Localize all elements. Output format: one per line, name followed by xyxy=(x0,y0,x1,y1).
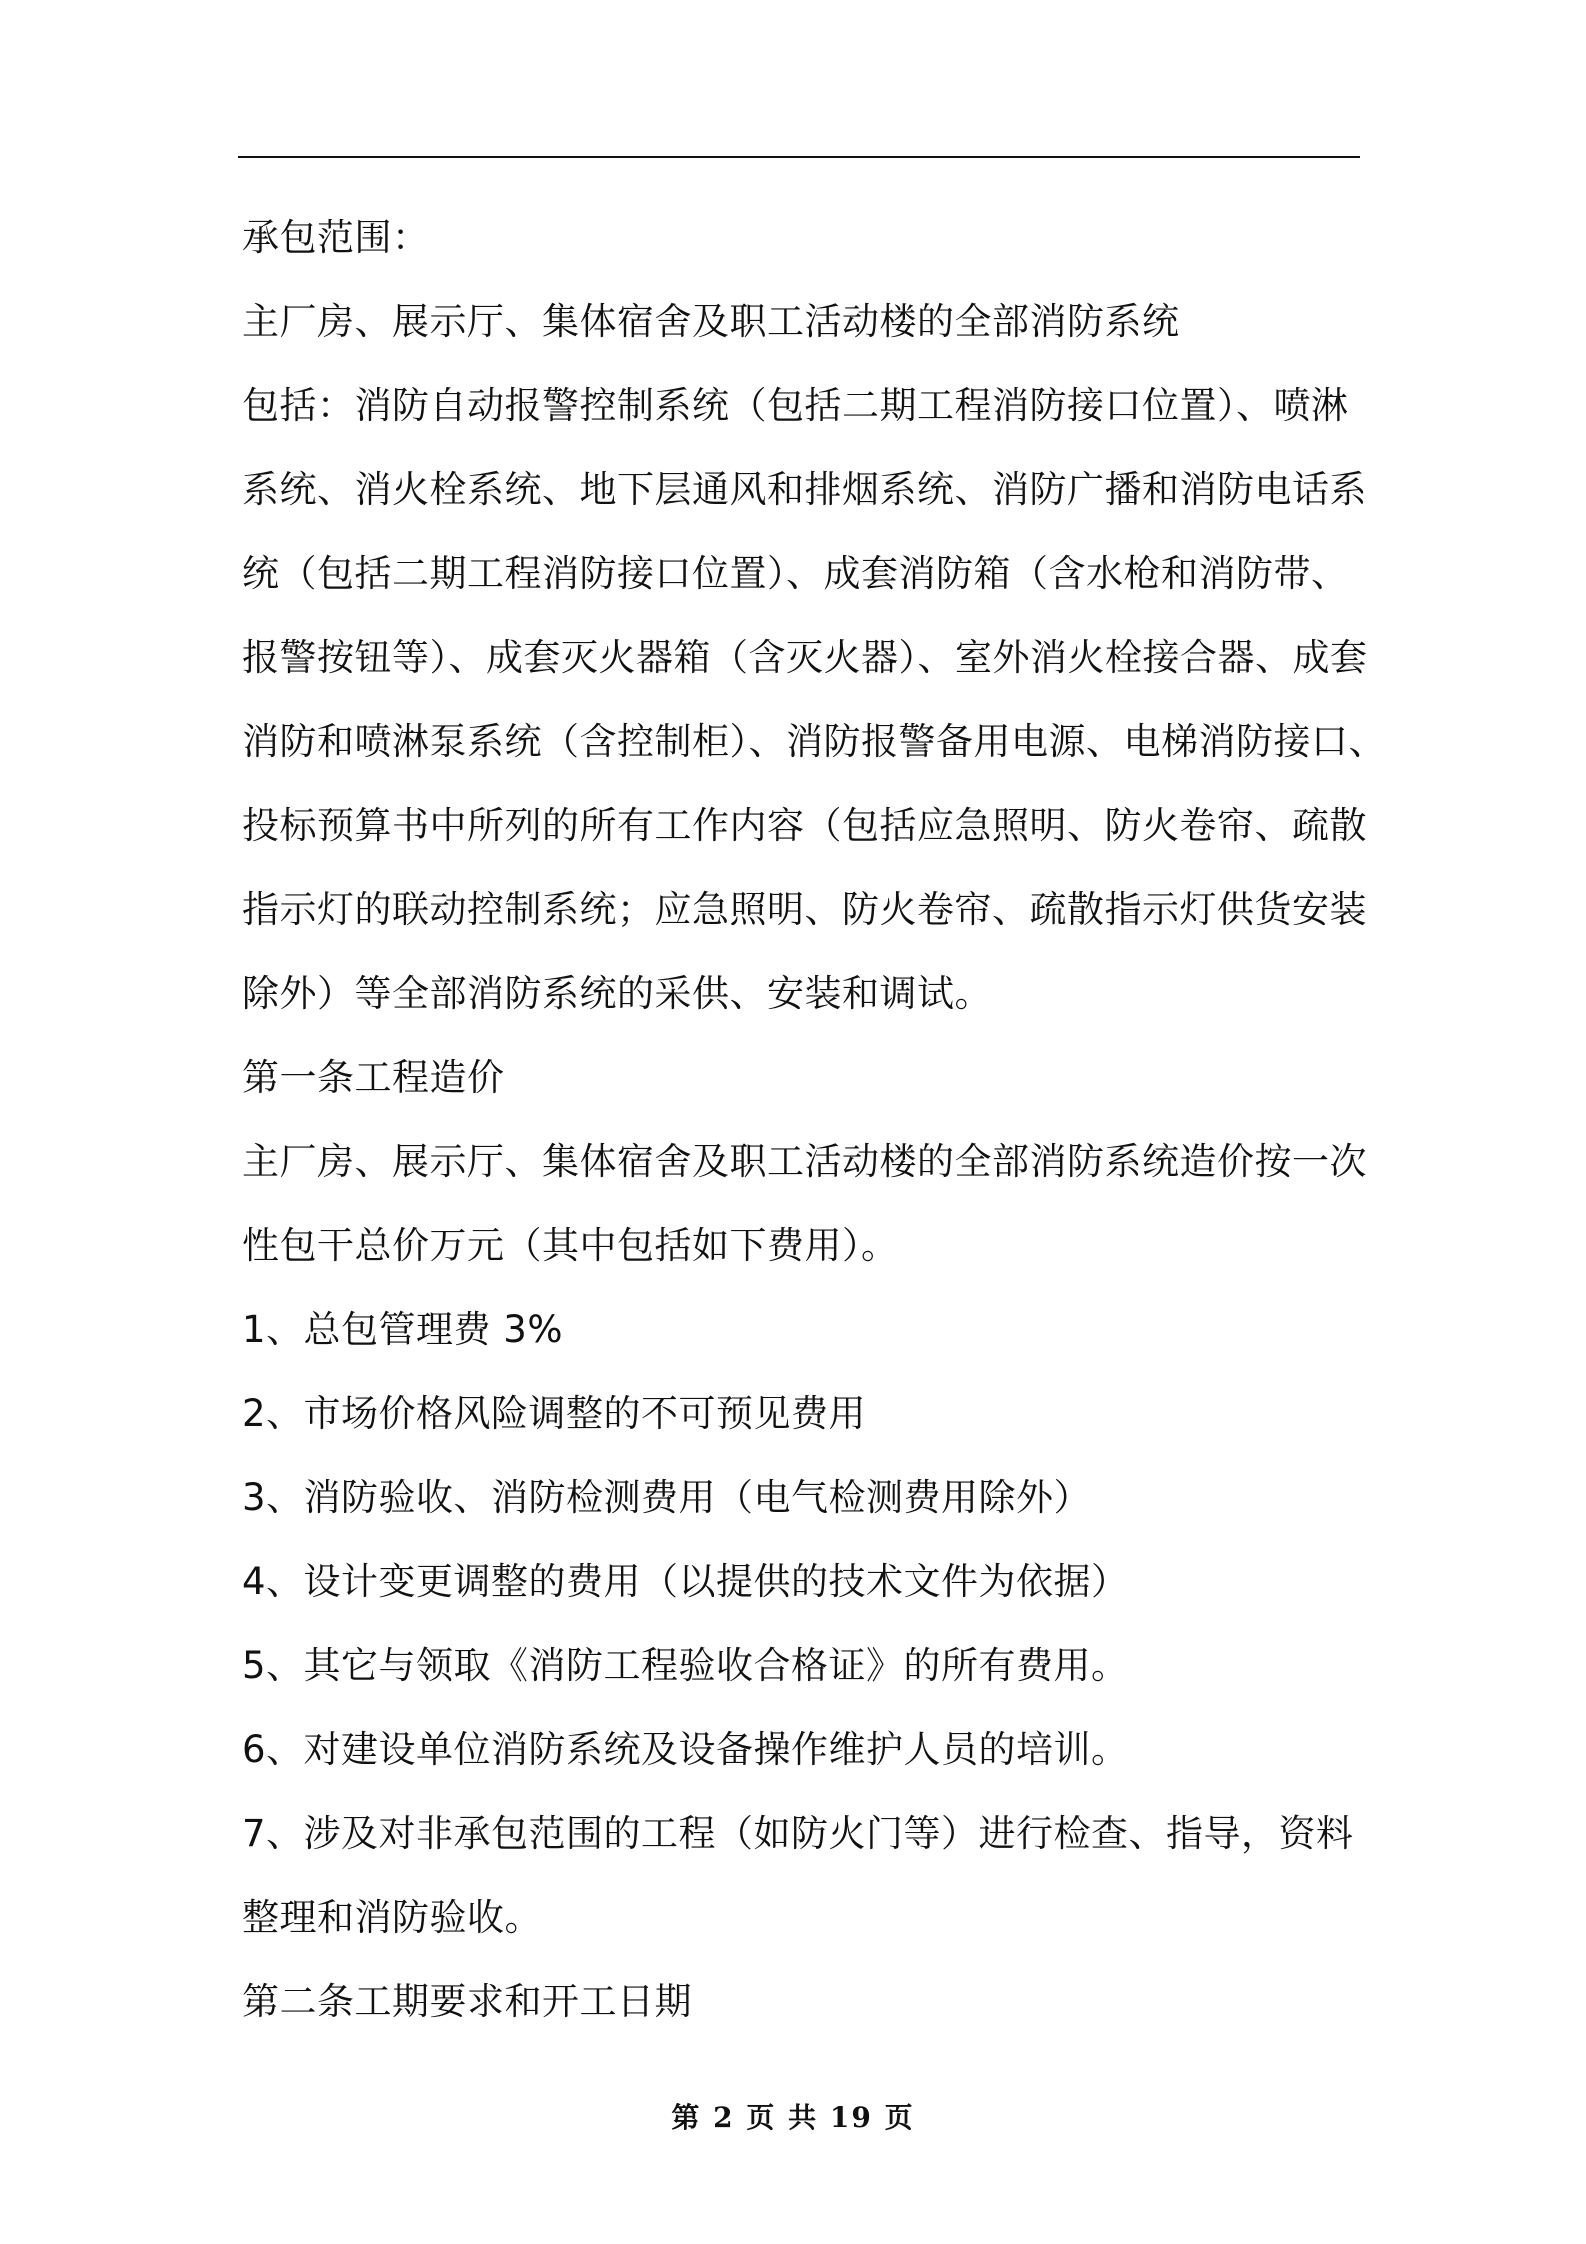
fee-item-7-continued: 整理和消防验收。 xyxy=(242,1896,542,1939)
includes-line: 报警按钮等）、成套灭火器箱（含灭火器）、室外消火栓接合器、成套 xyxy=(242,636,1368,679)
article-1-text: 主厂房、展示厅、集体宿舍及职工活动楼的全部消防系统造价按一次 xyxy=(242,1140,1367,1183)
page-number-footer: 第 2 页 共 19 页 xyxy=(671,2101,915,2134)
scope-heading: 承包范围： xyxy=(242,216,430,259)
includes-line: 消防和喷淋泵系统（含控制柜）、消防报警备用电源、电梯消防接口、 xyxy=(242,720,1386,763)
document-body xyxy=(242,196,1386,2044)
article-2-heading: 第二条工期要求和开工日期 xyxy=(242,1980,692,2023)
includes-line: 统（包括二期工程消防接口位置）、成套消防箱（含水枪和消防带、 xyxy=(242,552,1349,595)
includes-line: 除外）等全部消防系统的采供、安装和调试。 xyxy=(242,972,992,1015)
fee-item-3: 3、消防验收、消防检测费用（电气检测费用除外） xyxy=(242,1476,1092,1519)
header-rule xyxy=(238,156,1360,158)
article-1-heading: 第一条工程造价 xyxy=(242,1056,505,1099)
fee-item-6: 6、对建设单位消防系统及设备操作维护人员的培训。 xyxy=(242,1728,1129,1771)
fee-item-2: 2、市场价格风险调整的不可预见费用 xyxy=(242,1392,867,1435)
includes-line: 投标预算书中所列的所有工作内容（包括应急照明、防火卷帘、疏散 xyxy=(242,804,1367,847)
includes-line: 包括：消防自动报警控制系统（包括二期工程消防接口位置）、喷淋 xyxy=(242,384,1349,427)
article-1-text: 性包干总价万元（其中包括如下费用）。 xyxy=(242,1224,899,1267)
fee-item-7: 7、涉及对非承包范围的工程（如防火门等）进行检查、指导，资料 xyxy=(242,1812,1354,1855)
includes-line: 系统、消火栓系统、地下层通风和排烟系统、消防广播和消防电话系 xyxy=(242,468,1367,511)
fee-item-1: 1、总包管理费 3% xyxy=(242,1308,563,1351)
fee-item-4: 4、设计变更调整的费用（以提供的技术文件为依据） xyxy=(242,1560,1129,1603)
fee-item-5: 5、其它与领取《消防工程验收合格证》的所有费用。 xyxy=(242,1644,1129,1687)
scope-line: 主厂房、展示厅、集体宿舍及职工活动楼的全部消防系统 xyxy=(242,300,1180,343)
includes-line: 指示灯的联动控制系统；应急照明、防火卷帘、疏散指示灯供货安装 xyxy=(242,888,1367,931)
